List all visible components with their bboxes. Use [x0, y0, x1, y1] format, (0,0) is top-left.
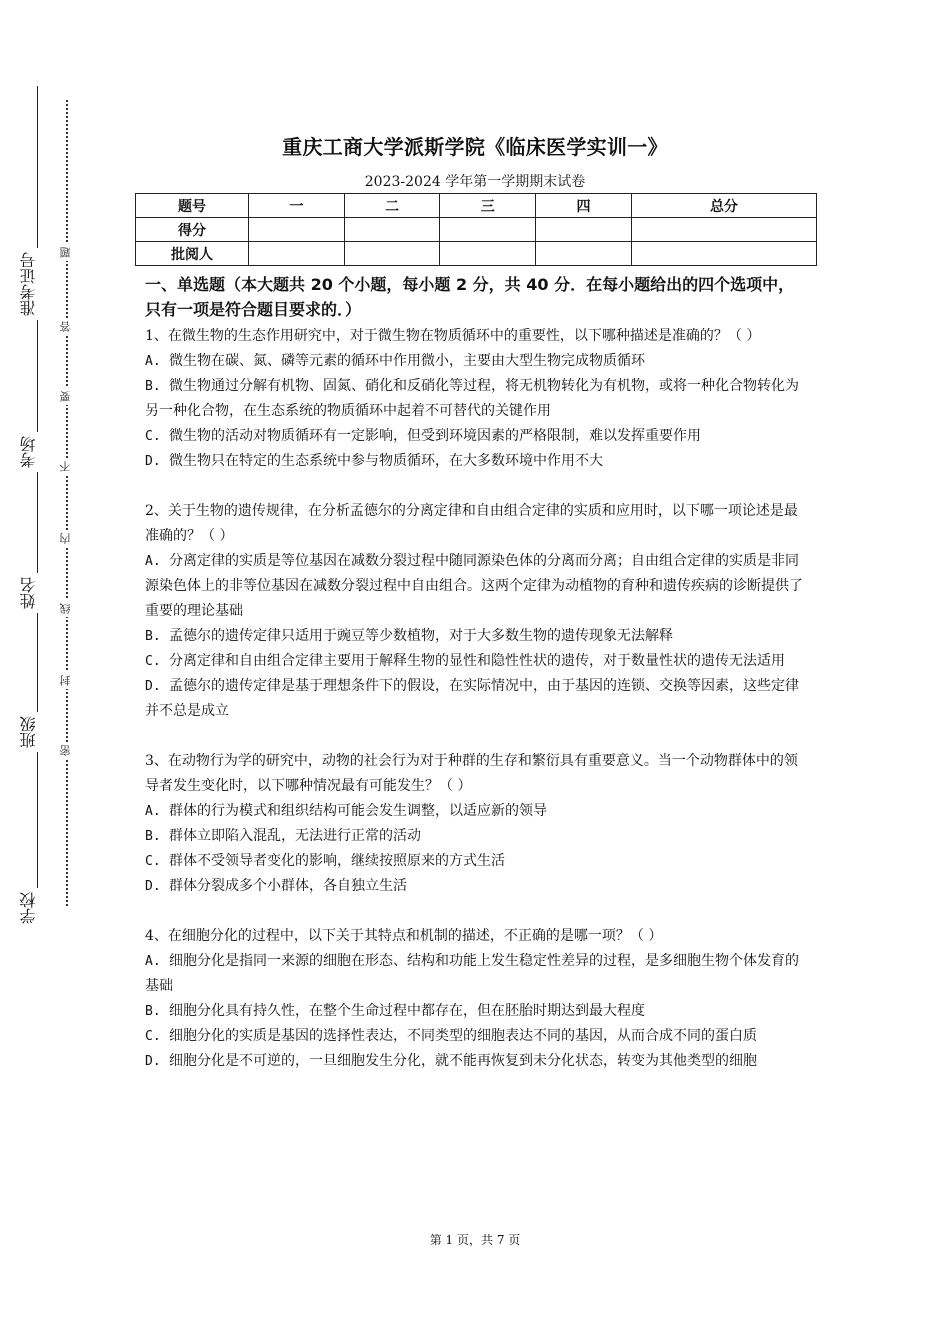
option-label: D. [145, 879, 161, 894]
seal-char: 内 [59, 530, 73, 547]
grader-cell[interactable] [249, 242, 345, 266]
question-stem: 3、在动物行为学的研究中，动物的社会行为对于种群的生存和繁衍具有重要意义。当一个动物群体中的领导者发生变化时，以下哪种情况最有可能发生？（ ） [145, 753, 798, 794]
option-label: C. [145, 654, 161, 669]
option-text: 细胞分化的实质是基因的选择性表达，不同类型的细胞表达不同的基因，从而合成不同的蛋白质 [169, 1028, 757, 1044]
option-text: 细胞分化具有持久性，在整个生命过程中都存在，但在胚胎时期达到最大程度 [169, 1003, 645, 1019]
grader-row [136, 242, 817, 266]
option-text: 微生物只在特定的生态系统中参与物质循环，在大多数环境中作用不大 [169, 453, 603, 469]
option-label: A. [145, 554, 161, 569]
option-label: C. [145, 1029, 161, 1044]
option-c[interactable] [145, 649, 809, 674]
score-cell[interactable] [440, 218, 536, 242]
option-label: C. [145, 429, 161, 444]
exam-content [145, 272, 809, 1099]
option-label: A. [145, 354, 161, 369]
option-label: D. [145, 454, 161, 469]
option-text: 孟德尔的遗传定律是基于理想条件下的假设，在实际情况中，由于基因的连锁、交换等因素，这些定律并不总是成立 [145, 678, 799, 719]
binding-strip [0, 0, 110, 1344]
option-text: 群体不受领导者变化的影响，继续按照原来的方式生活 [169, 853, 505, 869]
score-table [135, 193, 817, 266]
option-d[interactable] [145, 449, 809, 474]
option-d[interactable] [145, 1049, 809, 1074]
option-label: B. [145, 1004, 161, 1019]
option-d[interactable] [145, 674, 809, 724]
score-table-header-row [136, 194, 817, 218]
score-col-header: 一 [249, 194, 345, 218]
option-text: 微生物的活动对物质循环有一定影响，但受到环境因素的严格限制，难以发挥重要作用 [169, 428, 701, 444]
question-2 [145, 499, 809, 724]
option-a[interactable] [145, 349, 809, 374]
option-text: 群体的行为模式和组织结构可能会发生调整，以适应新的领导 [169, 803, 547, 819]
option-b[interactable] [145, 624, 809, 649]
option-b[interactable] [145, 374, 809, 424]
section-title: 一、单选题（本大题共 20 个小题，每小题 2 分，共 40 分．在每小题给出的四个选项中，只有一项是符合题目要求的．） [145, 275, 795, 319]
option-b[interactable] [145, 999, 809, 1024]
exam-number-label: 准考证号 [19, 248, 39, 320]
student-name-label: 姓名 [19, 573, 39, 613]
score-cell[interactable] [249, 218, 345, 242]
grader-cell[interactable] [631, 242, 816, 266]
option-a[interactable] [145, 549, 809, 624]
grader-cell[interactable] [344, 242, 440, 266]
binding-solid-line [37, 86, 38, 926]
seal-char: 题 [59, 244, 73, 261]
option-a[interactable] [145, 799, 809, 824]
seal-char: 要 [59, 388, 73, 405]
score-cell[interactable] [344, 218, 440, 242]
option-text: 群体分裂成多个小群体，各自独立生活 [169, 878, 407, 894]
question-4 [145, 924, 809, 1074]
score-row [136, 218, 817, 242]
option-label: A. [145, 804, 161, 819]
seal-char: 密 [59, 742, 73, 759]
question-stem: 4、在细胞分化的过程中，以下关于其特点和机制的描述，不正确的是哪一项？（ ） [145, 928, 663, 944]
seal-dotted-line [66, 100, 68, 906]
option-d[interactable] [145, 874, 809, 899]
score-row-label: 得分 [136, 218, 249, 242]
exam-subtitle: 2023-2024 学年第一学期期末试卷 [364, 174, 586, 190]
exam-room-label: 考场 [19, 432, 39, 472]
score-col-header: 三 [440, 194, 536, 218]
grader-cell[interactable] [536, 242, 632, 266]
question-stem: 2、关于生物的遗传规律，在分析孟德尔的分离定律和自由组合定律的实质和应用时，以下哪一项论述是最准确的？（ ） [145, 503, 798, 544]
score-cell[interactable] [631, 218, 816, 242]
class-label: 班级 [19, 712, 39, 752]
option-a[interactable] [145, 949, 809, 999]
option-b[interactable] [145, 824, 809, 849]
option-text: 分离定律和自由组合定律主要用于解释生物的显性和隐性性状的遗传，对于数量性状的遗传无法适用 [169, 653, 785, 669]
seal-char: 答 [59, 318, 73, 335]
option-c[interactable] [145, 849, 809, 874]
school-label: 学校 [19, 888, 39, 928]
grader-cell[interactable] [440, 242, 536, 266]
page-number: 第 1 页，共 7 页 [429, 1233, 521, 1247]
option-text: 细胞分化是指同一来源的细胞在形态、结构和功能上发生稳定性差异的过程，是多细胞生物个体发育的基础 [145, 953, 799, 994]
question-stem: 1、在微生物的生态作用研究中，对于微生物在物质循环中的重要性，以下哪种描述是准确的？（ ） [145, 328, 761, 344]
seal-char: 封 [59, 672, 73, 689]
option-text: 群体立即陷入混乱，无法进行正常的活动 [169, 828, 421, 844]
score-col-header: 总分 [631, 194, 816, 218]
option-label: D. [145, 1054, 161, 1069]
option-text: 微生物在碳、氮、磷等元素的循环中作用微小，主要由大型生物完成物质循环 [169, 353, 645, 369]
option-label: B. [145, 629, 161, 644]
seal-char: 不 [59, 458, 73, 475]
option-label: B. [145, 379, 161, 394]
score-cell[interactable] [536, 218, 632, 242]
score-col-header: 四 [536, 194, 632, 218]
option-text: 孟德尔的遗传定律只适用于豌豆等少数植物，对于大多数生物的遗传现象无法解释 [169, 628, 673, 644]
option-text: 细胞分化是不可逆的，一旦细胞发生分化，就不能再恢复到未分化状态，转变为其他类型的细胞 [169, 1053, 757, 1069]
score-col-header: 二 [344, 194, 440, 218]
option-label: D. [145, 679, 161, 694]
score-row-label: 批阅人 [136, 242, 249, 266]
option-label: B. [145, 829, 161, 844]
option-label: A. [145, 954, 161, 969]
question-3 [145, 749, 809, 899]
option-c[interactable] [145, 1024, 809, 1049]
option-c[interactable] [145, 424, 809, 449]
option-text: 微生物通过分解有机物、固氮、硝化和反硝化等过程，将无机物转化为有机物，或将一种化合物转化为另一种化合物，在生态系统的物质循环中起着不可替代的关键作用 [145, 378, 799, 419]
option-text: 分离定律的实质是等位基因在减数分裂过程中随同源染色体的分离而分离；自由组合定律的实质是非同源染色体上的非等位基因在减数分裂过程中自由组合。这两个定律为动植物的育种和遗传疾病的诊断提供了重要的理论基础 [145, 553, 803, 619]
seal-char: 线 [59, 600, 73, 617]
option-label: C. [145, 854, 161, 869]
exam-title: 重庆工商大学派斯学院《临床医学实训一》 [282, 135, 668, 159]
score-col-header: 题号 [136, 194, 249, 218]
question-1 [145, 324, 809, 474]
